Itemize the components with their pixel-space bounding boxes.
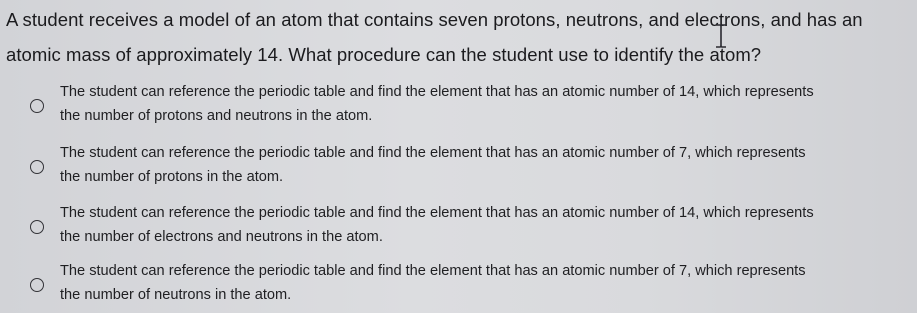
answer-option-line-2: the number of electrons and neutrons in the atom. — [60, 229, 383, 245]
answer-option-line-1: The student can reference the periodic table and find the element that has an atomic number of 14, which represents — [60, 205, 814, 221]
text-cursor-icon — [714, 24, 728, 48]
answer-option-3[interactable] — [26, 201, 911, 255]
radio-circle-icon[interactable] — [30, 220, 44, 234]
answer-option-1[interactable] — [26, 80, 911, 134]
question-line-2: atomic mass of approximately 14. What procedure can the student use to identify the atom? — [6, 44, 762, 65]
answer-option-line-1: The student can reference the periodic table and find the element that has an atomic number of 7, which represents — [60, 263, 806, 279]
radio-circle-icon[interactable] — [30, 160, 44, 174]
answer-option-text — [60, 80, 814, 128]
answer-option-line-1: The student can reference the periodic table and find the element that has an atomic number of 7, which represents — [60, 145, 806, 161]
answer-option-2[interactable] — [26, 141, 911, 195]
answer-option-text — [60, 259, 806, 307]
question-line-1: A student receives a model of an atom that contains seven protons, neutrons, and electrons, and has an — [6, 9, 863, 30]
answer-option-text — [60, 201, 814, 249]
answer-option-line-1: The student can reference the periodic table and find the element that has an atomic number of 14, which represents — [60, 84, 814, 100]
radio-circle-icon[interactable] — [30, 278, 44, 292]
answer-option-line-2: the number of protons in the atom. — [60, 169, 284, 185]
question-prompt — [6, 2, 916, 72]
answer-option-line-2: the number of neutrons in the atom. — [60, 287, 292, 303]
radio-circle-icon[interactable] — [30, 99, 44, 113]
answer-option-text — [60, 141, 806, 189]
answer-option-line-2: the number of protons and neutrons in the atom. — [60, 108, 373, 124]
answer-option-4[interactable] — [26, 259, 911, 313]
